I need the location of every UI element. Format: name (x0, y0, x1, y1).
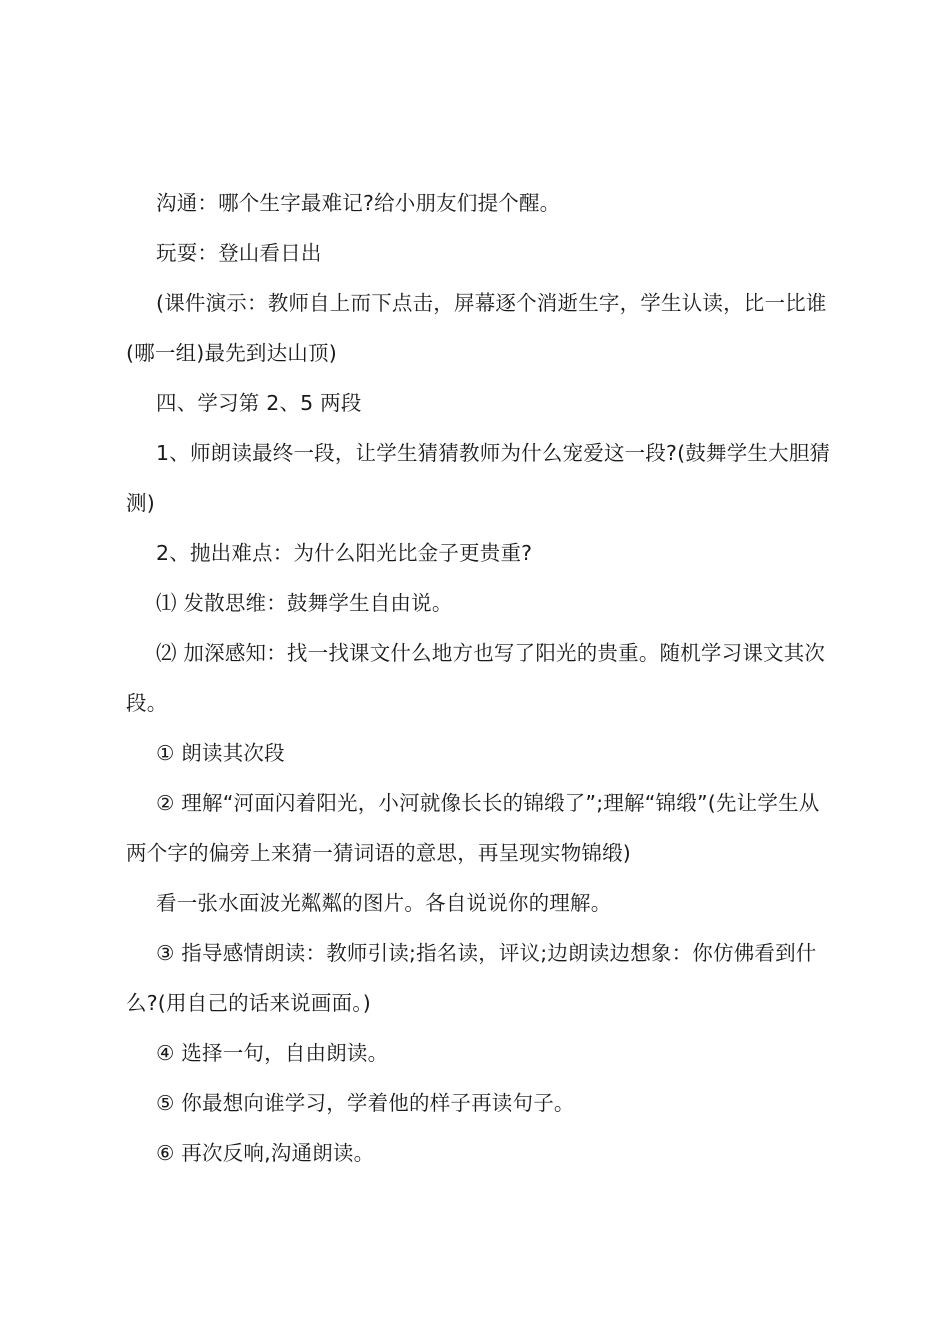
paragraph-picture: 看一张水面波光粼粼的图片。各自说说你的理解。 (156, 891, 612, 915)
paragraph-deepen-perception: ⑵ 加深感知：找一找课文什么地方也写了阳光的贵重。随机学习课文其次段。 (126, 641, 826, 715)
paragraph-communicate: 沟通：哪个生字最难记?给小朋友们提个醒。 (156, 191, 561, 215)
list-item-5: ⑤ 你最想向谁学习，学着他的样子再读句子。 (156, 1091, 575, 1115)
document-body (126, 178, 836, 1178)
paragraph-game: 玩耍：登山看日出 (156, 241, 322, 265)
list-item-2: ② 理解“河面闪着阳光，小河就像长长的锦缎了”;理解“锦缎”(先让学生从两个字的偏旁上来猜一猜词语的意思，再呈现实物锦缎) (126, 791, 820, 865)
section-heading-four: 四、学习第 2、5 两段 (156, 391, 362, 415)
paragraph-divergent-thinking: ⑴ 发散思维：鼓舞学生自由说。 (156, 591, 453, 615)
list-item-6: ⑥ 再次反响,沟通朗读。 (156, 1141, 375, 1165)
list-item-1: ① 朗读其次段 (156, 741, 285, 765)
paragraph-step-1: 1、师朗读最终一段，让学生猜猜教师为什么宠爱这一段?(鼓舞学生大胆猜测) (126, 441, 831, 515)
paragraph-courseware-demo: (课件演示：教师自上而下点击，屏幕逐个消逝生字，学生认读，比一比谁(哪一组)最先到达山顶) (126, 291, 827, 365)
list-item-3: ③ 指导感情朗读：教师引读;指名读，评议;边朗读边想象：你仿佛看到什么?(用自己的话来说画面。) (126, 941, 817, 1015)
list-item-4: ④ 选择一句，自由朗读。 (156, 1041, 389, 1065)
paragraph-step-2: 2、抛出难点：为什么阳光比金子更贵重? (156, 541, 533, 565)
